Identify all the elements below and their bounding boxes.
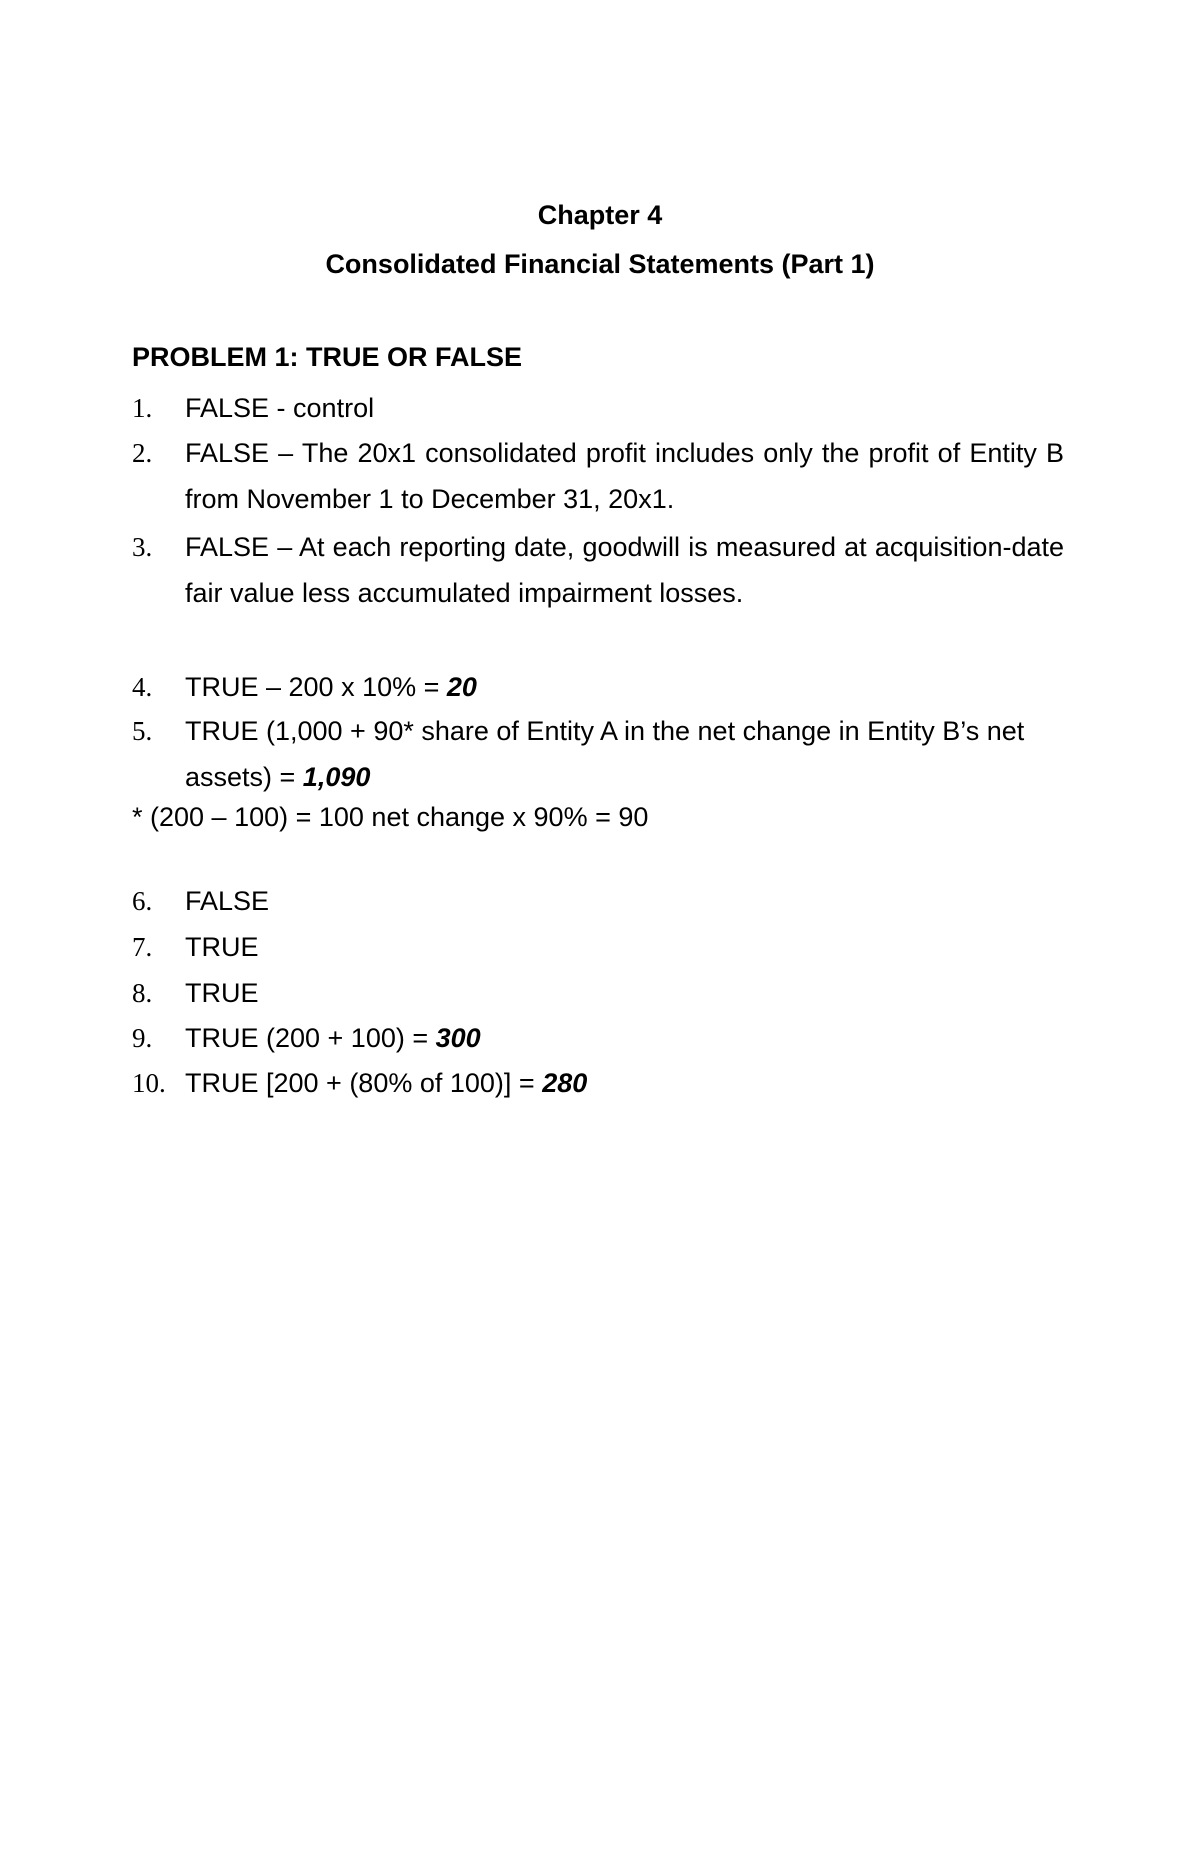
item-text: FALSE – At each reporting date, goodwill is measured at acquisition-date fair value less accumulated impairment losses. [185,532,1064,608]
item-number: 3. [132,532,153,562]
item-statement: TRUE (200 + 100) = [185,1023,436,1053]
item-statement: TRUE – 200 x 10% = [185,672,447,702]
item-text: TRUE [185,978,259,1008]
item-number: 4. [132,672,153,702]
list-item-1 [132,385,1064,431]
item-text [185,1060,1064,1106]
item-number: 1. [132,393,153,423]
list-item-3 [132,524,1064,616]
problem-heading: PROBLEM 1: TRUE OR FALSE [132,342,523,372]
item-text [185,664,1064,710]
item-number: 6. [132,886,153,916]
item-text [185,1015,1064,1061]
list-item-6 [132,878,1064,924]
list-item-4 [132,664,1064,710]
item-text: FALSE - control [185,393,375,423]
chapter-subtitle: Consolidated Financial Statements (Part 1) [325,249,875,279]
list-item-7 [132,924,1064,970]
chapter-title: Chapter 4 [537,200,663,230]
list-item-5 [132,708,1064,800]
item-statement: TRUE [200 + (80% of 100)] = [185,1068,543,1098]
item-number: 7. [132,932,153,962]
item-answer: 1,090 [302,762,371,792]
item-number: 10. [132,1068,166,1098]
item-answer: 300 [435,1023,481,1053]
item-text: TRUE [185,932,259,962]
item-statement: TRUE (1,000 + 90* share of Entity A in the net change in Entity B’s net assets) = [185,716,1025,792]
list-item-9 [132,1015,1064,1061]
item-number: 2. [132,438,153,468]
item-text: FALSE [185,886,270,916]
item-answer: 20 [446,672,477,702]
item-number: 8. [132,978,153,1008]
list-item-10 [132,1060,1064,1106]
item-number: 9. [132,1023,153,1053]
item-answer: 280 [542,1068,588,1098]
item-number: 5. [132,716,153,746]
list-item-2 [132,430,1064,522]
item-text [185,708,1064,800]
item-text: FALSE – The 20x1 consolidated profit includes only the profit of Entity B from November 1 to December 31, 20x1. [185,438,1064,514]
footnote: * (200 – 100) = 100 net change x 90% = 90 [132,802,649,832]
list-item-8 [132,970,1064,1016]
